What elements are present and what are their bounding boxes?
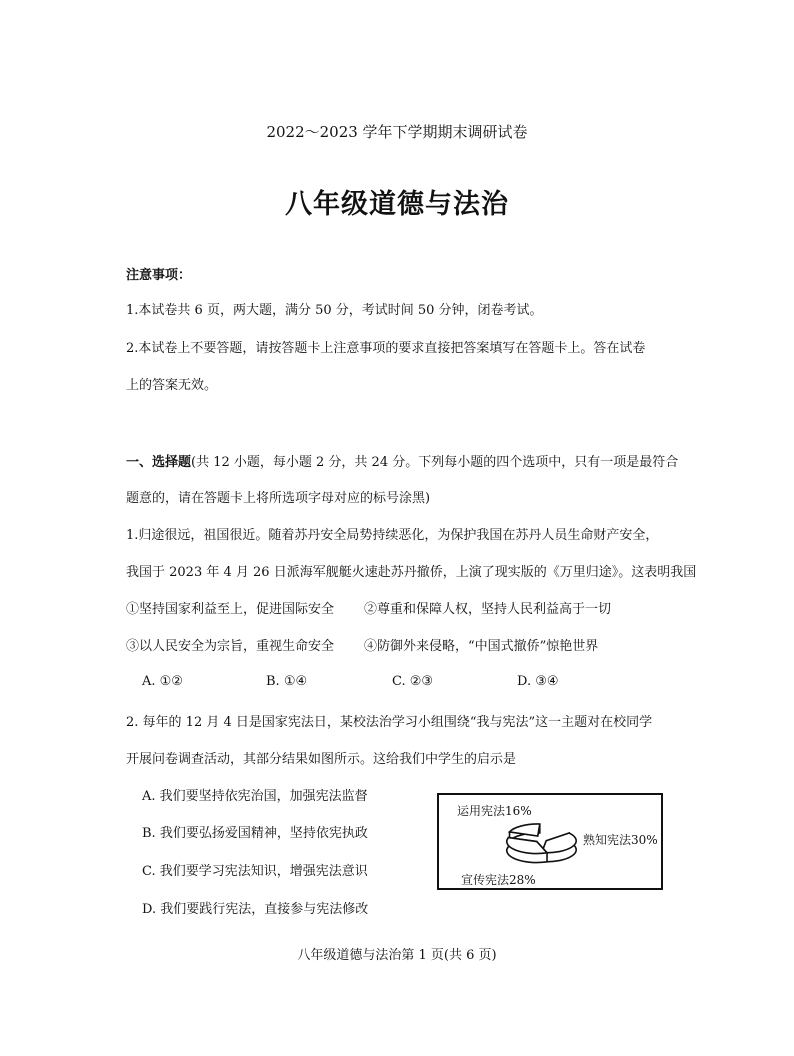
- pie-chart-canvas: [439, 795, 661, 888]
- slice-label-use: 运用宪法16%: [457, 804, 532, 818]
- q1-statement-2: ②尊重和保障人权，坚持人民利益高于一切: [364, 602, 612, 617]
- q2-option-a: A. 我们要坚持依宪治国，加强宪法监督: [142, 789, 368, 804]
- q1-statement-1: ①坚持国家利益至上，促进国际安全: [126, 602, 335, 617]
- q1-option-d: D. ③④: [517, 674, 559, 689]
- q2-option-d: D. 我们要践行宪法，直接参与宪法修改: [142, 902, 369, 917]
- section-1-heading: 一、选择题: [126, 455, 192, 470]
- slice-label-know: 熟知宪法30%: [583, 833, 658, 847]
- survey-pie-chart: [437, 793, 663, 890]
- section-1-intro: [126, 451, 678, 470]
- q2-option-c: C. 我们要学习宪法知识，增强宪法意识: [142, 864, 368, 879]
- q2-stem-line-2: 开展问卷调查活动，其部分结果如图所示。这给我们中学生的启示是: [126, 752, 517, 767]
- notice-item-1: 1.本试卷共 6 页，两大题，满分 50 分，考试时间 50 分钟，闭卷考试。: [126, 303, 543, 318]
- notice-heading: 注意事项：: [126, 268, 192, 283]
- exam-subtitle: 2022～2023 学年下学期期末调研试卷: [266, 123, 528, 141]
- q1-stem-line-1: 1.归途很远，祖国很近。随着苏丹安全局势持续恶化，为保护我国在苏丹人员生命财产安全，: [126, 528, 659, 543]
- section-1-desc-line-1: (共 12 小题，每小题 2 分，共 24 分。下列每小题的四个选项中，只有一项是最符合: [191, 455, 679, 470]
- q1-statement-4: ④防御外来侵略，“中国式撤侨”惊艳世界: [364, 639, 599, 654]
- q2-option-b: B. 我们要弘扬爱国精神，坚持依宪执政: [142, 826, 368, 841]
- q2-stem-line-1: 2. 每年的 12 月 4 日是国家宪法日，某校法治学习小组围绕“我与宪法”这一主题对在校同学: [126, 715, 653, 730]
- page-footer: 八年级道德与法治第 1 页(共 6 页): [297, 948, 497, 963]
- notice-item-2-line-1: 2.本试卷上不要答题，请按答题卡上注意事项的要求直接把答案填写在答题卡上。答在试卷: [126, 341, 646, 356]
- q1-statement-3: ③以人民安全为宗旨，重视生命安全: [126, 639, 335, 654]
- exam-title: 八年级道德与法治: [285, 189, 509, 220]
- slice-label-promote: 宣传宪法28%: [461, 873, 536, 887]
- q1-option-a: A. ①②: [142, 674, 183, 689]
- q1-option-c: C. ②③: [392, 674, 434, 689]
- q1-stem-line-2: 我国于 2023 年 4 月 26 日派海军舰艇火速赴苏丹撤侨，上演了现实版的《万里归途》。这表明我国: [126, 565, 697, 580]
- q1-option-b: B. ①④: [266, 674, 308, 689]
- notice-item-2-line-2: 上的答案无效。: [126, 378, 218, 393]
- section-1-desc-line-2: 题意的，请在答题卡上将所选项字母对应的标号涂黑): [126, 491, 431, 506]
- pie-slices: [507, 824, 576, 863]
